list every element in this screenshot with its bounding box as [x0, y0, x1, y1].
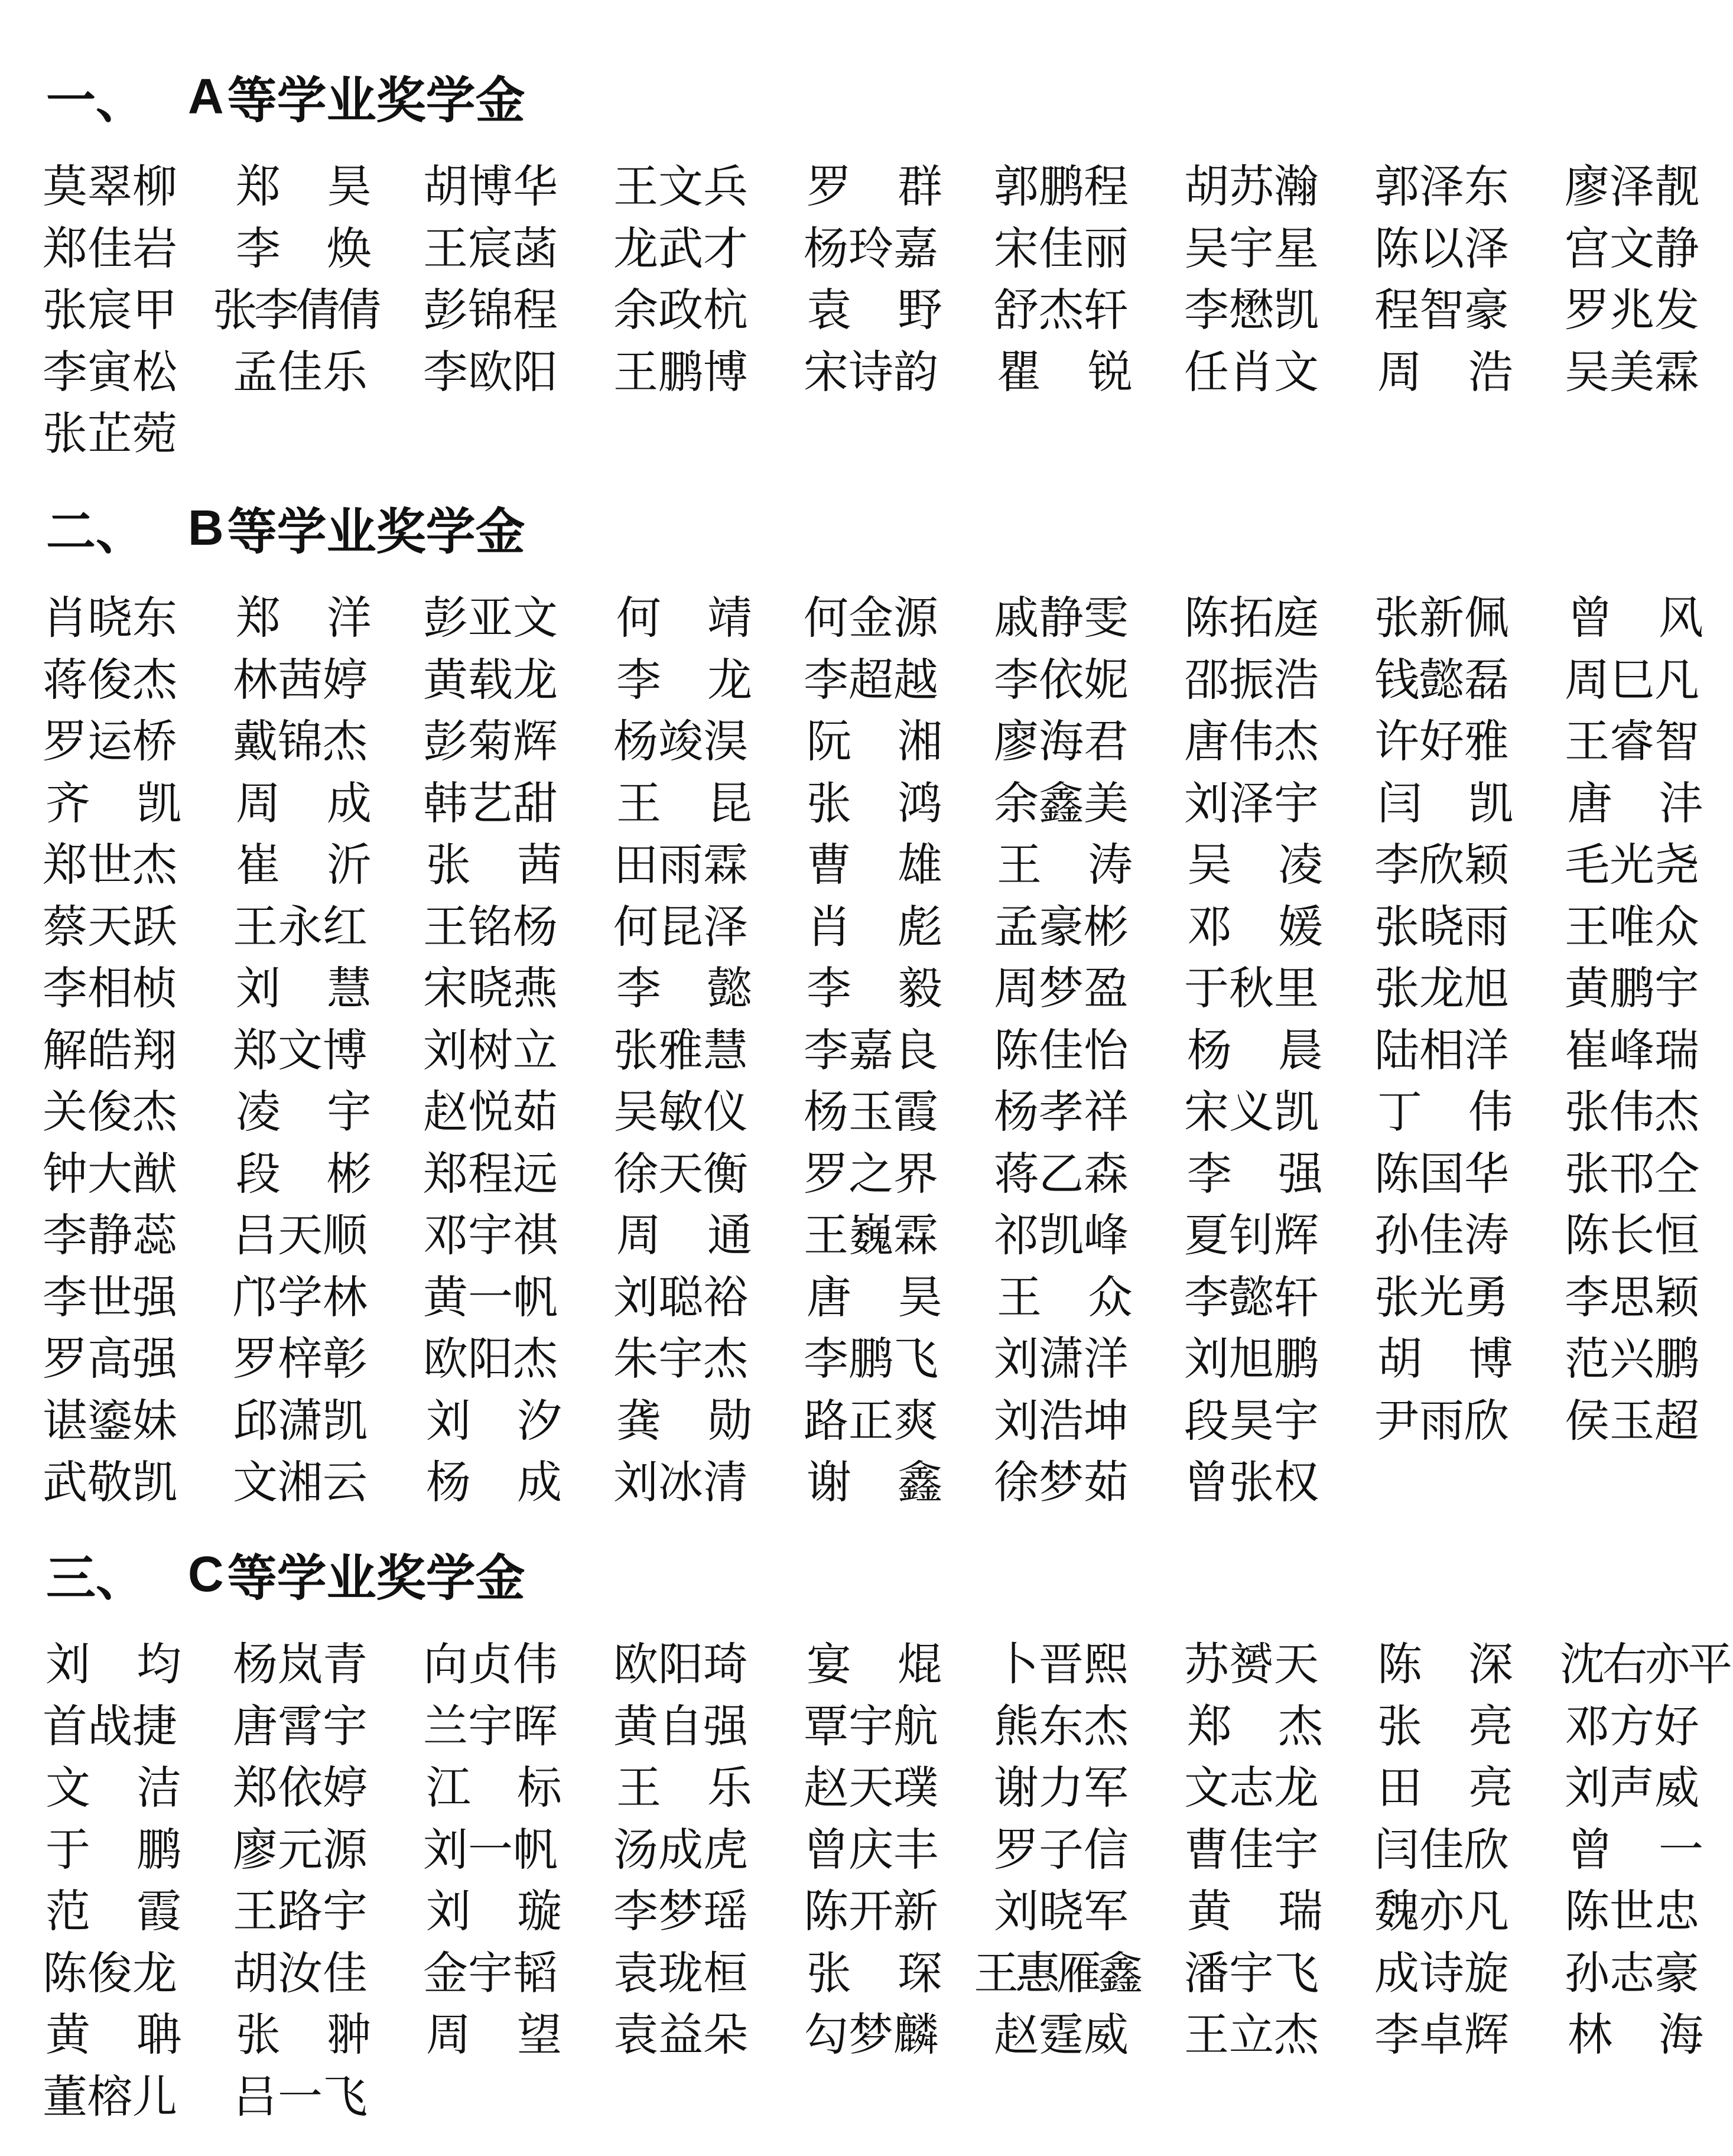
recipient-name: 瞿 锐: [997, 345, 1133, 398]
recipient-name: 李 强: [1187, 1147, 1323, 1200]
recipient-name: 徐梦茹: [994, 1456, 1129, 1508]
recipient-name: 金宇韬: [423, 1946, 558, 1999]
recipient-name: 王唯众: [1565, 900, 1699, 953]
recipient-name: 李思颖: [1565, 1270, 1699, 1323]
recipient-name: 刘 慧: [236, 962, 372, 1014]
recipient-name: 闫 凯: [1377, 776, 1513, 830]
recipient-name: 刘冰清: [613, 1456, 748, 1508]
recipient-name: 胡苏瀚: [1184, 160, 1319, 213]
recipient-name: 吕天顺: [233, 1209, 368, 1261]
recipient-name: 杨 成: [426, 1456, 562, 1508]
recipient-name: 王鹏博: [613, 345, 748, 398]
recipient-name: 向贞伟: [423, 1638, 558, 1690]
recipient-name: 田 亮: [1377, 1761, 1513, 1814]
recipient-name: 黄 聃: [45, 2008, 181, 2061]
recipient-name: 武敬凯: [43, 1456, 177, 1508]
recipient-name: 莫翠柳: [43, 160, 177, 213]
recipient-name: 王宸菡: [423, 222, 558, 275]
recipient-name: 齐 凯: [45, 776, 181, 830]
recipient-name: 张龙旭: [1374, 962, 1509, 1014]
recipient-name: 王铭杨: [423, 900, 558, 953]
recipient-name: 廖元源: [233, 1823, 368, 1876]
recipient-name: 李世强: [43, 1270, 177, 1323]
recipient-name: 彭亚文: [423, 591, 558, 644]
recipient-name: 张芷菀: [43, 407, 177, 460]
section-grade: B: [188, 499, 224, 555]
recipient-name: 邝学林: [233, 1270, 368, 1323]
recipient-name: 任肖文: [1184, 345, 1319, 398]
recipient-name: 王睿智: [1565, 715, 1699, 768]
recipient-name: 陈拓庭: [1184, 591, 1319, 644]
recipient-name: 余政杭: [613, 284, 748, 336]
recipient-name: 邵振浩: [1184, 653, 1319, 706]
recipient-name: 郑程远: [423, 1147, 558, 1200]
recipient-name: 魏亦凡: [1374, 1885, 1509, 1937]
recipient-name: 陈国华: [1374, 1147, 1509, 1200]
recipient-name: 赵悦茹: [423, 1085, 558, 1138]
recipient-name: 李 焕: [236, 222, 372, 275]
section-grade: C: [188, 1546, 224, 1602]
recipient-name: 赵天璞: [804, 1761, 938, 1814]
recipient-name: 杨玲嘉: [804, 222, 938, 275]
recipient-name: 张邗仝: [1565, 1147, 1699, 1200]
recipient-name: 沈右亦平: [1560, 1638, 1730, 1690]
recipient-name: 刘 均: [45, 1638, 181, 1690]
recipient-name: 张 翀: [236, 2008, 372, 2061]
recipient-name: 首战捷: [43, 1699, 177, 1752]
recipient-name: 钟大猷: [43, 1147, 177, 1200]
recipient-name: 张 亮: [1377, 1699, 1513, 1752]
recipient-name: 郑 昊: [236, 160, 372, 213]
recipient-name: 李依妮: [994, 653, 1129, 706]
recipient-name: 曾 一: [1568, 1823, 1703, 1876]
recipient-name: 崔峰瑞: [1565, 1023, 1699, 1077]
recipient-name: 文湘云: [233, 1456, 368, 1508]
recipient-name: 胡汝佳: [233, 1946, 368, 1999]
recipient-name: 文志龙: [1184, 1761, 1319, 1814]
name-grid: [43, 156, 1732, 465]
recipient-name: 李梦瑶: [613, 1885, 748, 1937]
recipient-name: 段 彬: [236, 1147, 372, 1200]
recipient-name: 郑 洋: [236, 591, 372, 644]
recipient-name: 周 通: [616, 1209, 752, 1261]
recipient-name: 曹 雄: [807, 838, 942, 891]
recipient-name: 李寅松: [43, 345, 177, 398]
recipient-name: 吕一飞: [233, 2070, 368, 2123]
recipient-name: 刘 璇: [426, 1885, 562, 1937]
recipient-name: 吴敏仪: [613, 1085, 748, 1138]
recipient-name: 周梦盈: [994, 962, 1129, 1014]
recipient-name: 彭菊辉: [423, 715, 558, 768]
recipient-name: 许好雅: [1374, 715, 1509, 768]
recipient-name: 陈佳怡: [994, 1023, 1129, 1077]
recipient-name: 黄鹏宇: [1565, 962, 1699, 1014]
recipient-name: 张李倩倩: [213, 284, 378, 336]
recipient-name: 李欣颖: [1374, 838, 1509, 891]
recipient-name: 罗 群: [807, 160, 942, 213]
recipient-name: 罗梓彰: [233, 1332, 368, 1385]
recipient-name: 王 乐: [616, 1761, 752, 1814]
recipient-name: 张新佩: [1374, 591, 1509, 644]
recipient-name: 王路宇: [233, 1885, 368, 1937]
recipient-name: 张宸甲: [43, 284, 177, 336]
recipient-name: 李 懿: [616, 962, 752, 1014]
recipient-name: 欧阳杰: [423, 1332, 558, 1385]
recipient-name: 徐天衡: [613, 1147, 748, 1200]
recipient-name: 祁凯峰: [994, 1209, 1129, 1261]
recipient-name: 邓方好: [1565, 1699, 1699, 1752]
recipient-name: 郑文博: [233, 1023, 368, 1077]
recipient-name: 谢力军: [994, 1761, 1129, 1814]
recipient-name: 江 标: [426, 1761, 562, 1814]
section-number: 一、: [46, 71, 146, 129]
recipient-name: 田雨霖: [613, 838, 748, 891]
recipient-name: 李静蕊: [43, 1209, 177, 1261]
recipient-name: 勾梦麟: [804, 2008, 938, 2061]
recipient-name: 黄 瑞: [1187, 1885, 1323, 1937]
recipient-name: 邱潇凯: [233, 1394, 368, 1447]
recipient-name: 欧阳琦: [613, 1638, 748, 1690]
recipient-name: 袁益朵: [613, 2008, 748, 2061]
recipient-name: 董榕儿: [43, 2070, 177, 2123]
recipient-name: 刘聪裕: [613, 1270, 748, 1323]
recipient-name: 刘浩坤: [994, 1394, 1129, 1447]
recipient-name: 何昆泽: [613, 900, 748, 953]
recipient-name: 覃宇航: [804, 1699, 938, 1752]
recipient-name: 黄一帆: [423, 1270, 558, 1323]
recipient-name: 蒋乙森: [994, 1147, 1129, 1200]
recipient-name: 李欧阳: [423, 345, 558, 398]
recipient-name: 汤成虎: [613, 1823, 748, 1876]
recipient-name: 杨岚青: [233, 1638, 368, 1690]
recipient-name: 凌 宇: [236, 1085, 372, 1138]
recipient-name: 韩艺甜: [423, 776, 558, 830]
recipient-name: 刘晓军: [994, 1885, 1129, 1937]
recipient-name: 周 望: [426, 2008, 562, 2061]
recipient-name: 肖 彪: [807, 900, 942, 953]
recipient-name: 段昊宇: [1184, 1394, 1319, 1447]
recipient-name: 潘宇飞: [1184, 1946, 1319, 1999]
recipient-name: 宋佳丽: [994, 222, 1129, 275]
section-number: 三、: [46, 1549, 146, 1607]
recipient-name: 陈世忠: [1565, 1885, 1699, 1937]
section-title: 等学业奖学金: [227, 502, 525, 561]
recipient-name: 郭泽东: [1374, 160, 1509, 213]
recipient-name: 刘泽宇: [1184, 776, 1319, 830]
recipient-name: 刘 汐: [426, 1394, 562, 1447]
recipient-name: 闫佳欣: [1374, 1823, 1509, 1876]
recipient-name: 罗子信: [994, 1823, 1129, 1876]
recipient-name: 彭锦程: [423, 284, 558, 336]
recipient-name: 成诗旋: [1374, 1946, 1509, 1999]
recipient-name: 孟豪彬: [994, 900, 1129, 953]
recipient-name: 罗兆发: [1565, 284, 1699, 336]
recipient-name: 宴 焜: [807, 1638, 942, 1690]
recipient-name: 胡 博: [1377, 1332, 1513, 1385]
recipient-name: 解皓翔: [43, 1023, 177, 1077]
recipient-name: 崔 沂: [236, 838, 372, 891]
recipient-name: 李嘉良: [804, 1023, 938, 1077]
section-title: 等学业奖学金: [227, 1549, 525, 1607]
recipient-name: 刘潇洋: [994, 1332, 1129, 1385]
recipient-name: 唐 昊: [807, 1270, 942, 1323]
recipient-name: 阮 湘: [807, 715, 942, 768]
recipient-name: 苏赟天: [1184, 1638, 1319, 1690]
recipient-name: 蒋俊杰: [43, 653, 177, 706]
recipient-name: 吴宇星: [1184, 222, 1319, 275]
recipient-name: 李 龙: [616, 653, 752, 706]
recipient-name: 刘声威: [1565, 1761, 1699, 1814]
recipient-name: 张雅慧: [613, 1023, 748, 1077]
recipient-name: 曾庆丰: [804, 1823, 938, 1876]
recipient-name: 宋诗韵: [804, 345, 938, 398]
recipient-name: 龚 勋: [616, 1394, 752, 1447]
recipient-name: 郑依婷: [233, 1761, 368, 1814]
recipient-name: 吴美霖: [1565, 345, 1699, 398]
recipient-name: 刘树立: [423, 1023, 558, 1077]
name-grid: [43, 1634, 1732, 2128]
recipient-name: 陆相洋: [1374, 1023, 1509, 1077]
recipient-name: 胡博华: [423, 160, 558, 213]
recipient-name: 龙武才: [613, 222, 748, 275]
recipient-name: 戴锦杰: [233, 715, 368, 768]
recipient-name: 熊东杰: [994, 1699, 1129, 1752]
recipient-name: 宋义凯: [1184, 1085, 1319, 1138]
recipient-name: 路正爽: [804, 1394, 938, 1447]
recipient-name: 罗高强: [43, 1332, 177, 1385]
recipient-name: 何金源: [804, 591, 938, 644]
recipient-name: 关俊杰: [43, 1085, 177, 1138]
recipient-name: 曹佳宇: [1184, 1823, 1319, 1876]
recipient-name: 李相桢: [43, 962, 177, 1014]
section-heading: [46, 1542, 525, 1607]
recipient-name: 罗之界: [804, 1147, 938, 1200]
recipient-name: 郑 杰: [1187, 1699, 1323, 1752]
recipient-name: 廖泽靓: [1565, 160, 1699, 213]
recipient-name: 陈 深: [1377, 1638, 1513, 1690]
recipient-name: 张 鸿: [807, 776, 942, 830]
recipient-name: 王永红: [233, 900, 368, 953]
recipient-name: 黄载龙: [423, 653, 558, 706]
recipient-name: 杨竣淏: [613, 715, 748, 768]
recipient-name: 黄自强: [613, 1699, 748, 1752]
recipient-name: 周 成: [236, 776, 372, 830]
recipient-name: 张 琛: [807, 1946, 942, 1999]
recipient-name: 杨玉霞: [804, 1085, 938, 1138]
recipient-name: 陈开新: [804, 1885, 938, 1937]
recipient-name: 李卓辉: [1374, 2008, 1509, 2061]
recipient-name: 周巳凡: [1565, 653, 1699, 706]
recipient-name: 杨孝祥: [994, 1085, 1129, 1138]
recipient-name: 袁珑桓: [613, 1946, 748, 1999]
recipient-name: 郑世杰: [43, 838, 177, 891]
recipient-name: 赵霆威: [994, 2008, 1129, 2061]
name-grid: [43, 587, 1732, 1514]
recipient-name: 程智豪: [1374, 284, 1509, 336]
recipient-name: 罗运桥: [43, 715, 177, 768]
recipient-name: 何 靖: [616, 591, 752, 644]
recipient-name: 王 涛: [997, 838, 1133, 891]
section-title: 等学业奖学金: [227, 71, 525, 129]
recipient-name: 曾 风: [1568, 591, 1703, 644]
recipient-name: 谌鎏妹: [43, 1394, 177, 1447]
recipient-name: 杨 晨: [1187, 1023, 1323, 1077]
recipient-name: 王立杰: [1184, 2008, 1319, 2061]
recipient-name: 王惠雁鑫: [974, 1946, 1139, 1999]
recipient-name: 钱懿磊: [1374, 653, 1509, 706]
recipient-name: 于秋里: [1184, 962, 1319, 1014]
recipient-name: 尹雨欣: [1374, 1394, 1509, 1447]
recipient-name: 邓宇祺: [423, 1209, 558, 1261]
recipient-name: 舒杰轩: [994, 284, 1129, 336]
recipient-name: 唐 沣: [1568, 776, 1703, 830]
recipient-name: 余鑫美: [994, 776, 1129, 830]
recipient-name: 王 众: [997, 1270, 1133, 1323]
recipient-name: 张 茜: [426, 838, 562, 891]
recipient-name: 邓 媛: [1187, 900, 1323, 953]
recipient-name: 兰宇晖: [423, 1699, 558, 1752]
recipient-name: 吴 凌: [1187, 838, 1323, 891]
recipient-name: 李 毅: [807, 962, 942, 1014]
recipient-name: 孟佳乐: [233, 345, 368, 398]
recipient-name: 孙佳涛: [1374, 1209, 1509, 1261]
recipient-name: 王 昆: [616, 776, 752, 830]
recipient-name: 林茜婷: [233, 653, 368, 706]
recipient-name: 郭鹏程: [994, 160, 1129, 213]
recipient-name: 戚静雯: [994, 591, 1129, 644]
section-heading: [46, 495, 525, 560]
recipient-name: 唐伟杰: [1184, 715, 1319, 768]
recipient-name: 侯玉超: [1565, 1394, 1699, 1447]
recipient-name: 于 鹏: [45, 1823, 181, 1876]
recipient-name: 范 霞: [45, 1885, 181, 1937]
recipient-name: 李鹏飞: [804, 1332, 938, 1385]
recipient-name: 毛光尧: [1565, 838, 1699, 891]
recipient-name: 袁 野: [807, 284, 942, 336]
recipient-name: 王文兵: [613, 160, 748, 213]
recipient-name: 张伟杰: [1565, 1085, 1699, 1138]
recipient-name: 刘旭鹏: [1184, 1332, 1319, 1385]
recipient-name: 唐霄宇: [233, 1699, 368, 1752]
recipient-name: 林 海: [1568, 2008, 1703, 2061]
recipient-name: 廖海君: [994, 715, 1129, 768]
recipient-name: 夏钊辉: [1184, 1209, 1319, 1261]
recipient-name: 张光勇: [1374, 1270, 1509, 1323]
recipient-name: 宋晓燕: [423, 962, 558, 1014]
recipient-name: 卜晋熙: [994, 1638, 1129, 1690]
recipient-name: 李超越: [804, 653, 938, 706]
section-number: 二、: [46, 502, 146, 561]
recipient-name: 谢 鑫: [807, 1456, 942, 1508]
recipient-name: 陈以泽: [1374, 222, 1509, 275]
section-grade: A: [188, 68, 224, 124]
recipient-name: 肖晓东: [43, 591, 177, 644]
recipient-name: 宫文静: [1565, 222, 1699, 275]
recipient-name: 刘一帆: [423, 1823, 558, 1876]
recipient-name: 王巍霖: [804, 1209, 938, 1261]
recipient-name: 郑佳岩: [43, 222, 177, 275]
recipient-name: 李懿轩: [1184, 1270, 1319, 1323]
recipient-name: 朱宇杰: [613, 1332, 748, 1385]
recipient-name: 蔡天跃: [43, 900, 177, 953]
recipient-name: 周 浩: [1377, 345, 1513, 398]
recipient-name: 张晓雨: [1374, 900, 1509, 953]
recipient-name: 范兴鹏: [1565, 1332, 1699, 1385]
section-heading: [46, 64, 525, 129]
recipient-name: 陈俊龙: [43, 1946, 177, 1999]
recipient-name: 曾张权: [1184, 1456, 1319, 1508]
recipient-name: 李懋凯: [1184, 284, 1319, 336]
recipient-name: 陈长恒: [1565, 1209, 1699, 1261]
recipient-name: 丁 伟: [1377, 1085, 1513, 1138]
recipient-name: 孙志豪: [1565, 1946, 1699, 1999]
recipient-name: 文 洁: [45, 1761, 181, 1814]
